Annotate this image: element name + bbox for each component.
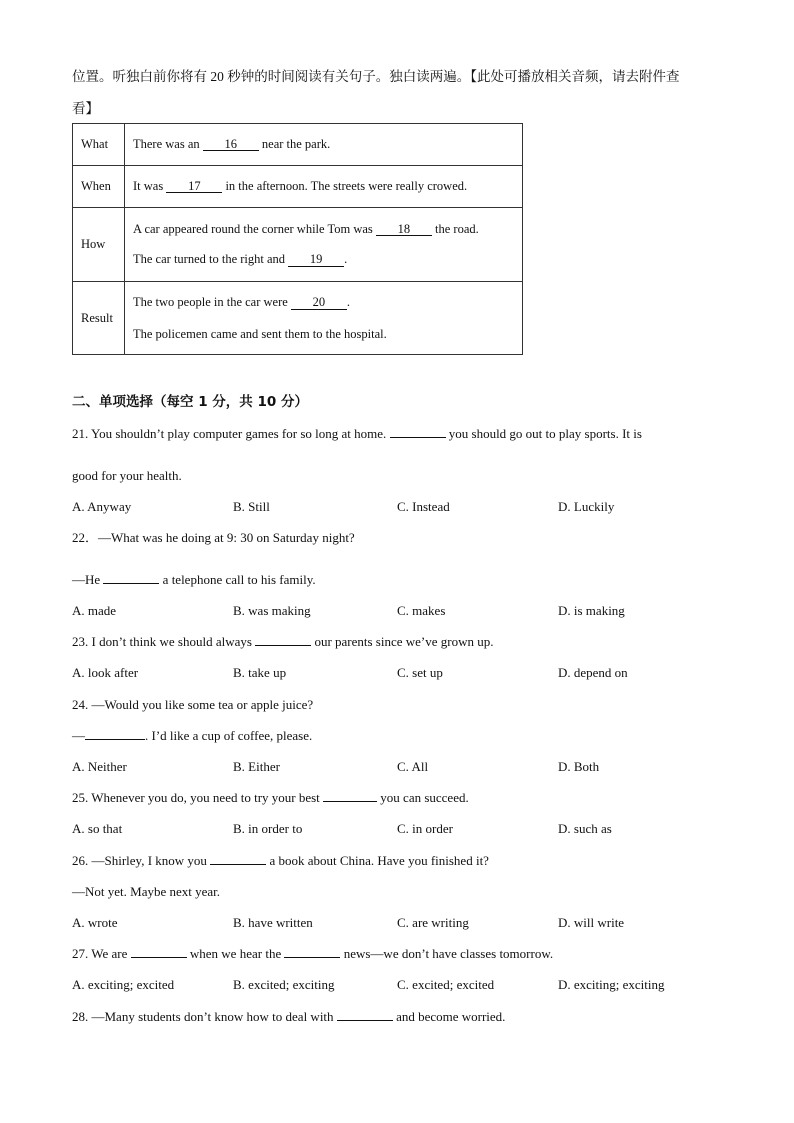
row-value — [125, 282, 523, 355]
text: . I’d like a cup of coffee, please. — [145, 728, 313, 743]
text: The car turned to the right and — [133, 252, 289, 266]
text: — — [72, 728, 85, 743]
answer-blank[interactable] — [103, 583, 159, 584]
question-24: 24. —Would you like some tea or apple juice? — [72, 697, 314, 712]
text: There was an — [133, 136, 203, 151]
text: a telephone call to his family. — [159, 572, 316, 587]
question-22: 22．—What was he doing at 9: 30 on Saturday night? — [72, 530, 355, 545]
text: —He — [72, 572, 104, 587]
answer-blank[interactable] — [284, 957, 340, 958]
question-24-answer-line — [72, 729, 312, 742]
answer-blank[interactable]: 16 — [203, 138, 259, 152]
answer-blank[interactable] — [255, 645, 311, 646]
question-25 — [72, 791, 469, 804]
option-a[interactable]: A. Neither — [72, 759, 127, 774]
option-d[interactable]: D. is making — [558, 603, 625, 618]
text: when we hear the — [186, 946, 285, 961]
option-a[interactable]: A. so that — [72, 821, 123, 836]
option-b[interactable]: B. was making — [233, 603, 311, 618]
text: 28. —Many students don’t know how to deal with — [72, 1009, 337, 1024]
answer-blank[interactable] — [131, 957, 187, 958]
option-a[interactable]: A. exciting; excited — [72, 977, 175, 992]
question-23 — [72, 635, 494, 648]
text: news—we don’t have classes tomorrow. — [340, 946, 554, 961]
intro-line-2: 看】 — [72, 101, 99, 116]
option-a[interactable]: A. made — [72, 603, 117, 618]
option-d[interactable]: D. will write — [558, 915, 625, 930]
question-21-continued: good for your health. — [72, 468, 182, 483]
answer-blank[interactable] — [337, 1020, 393, 1021]
answer-blank[interactable] — [323, 801, 377, 802]
text: a book about China. Have you finished it? — [266, 853, 489, 868]
row-value — [125, 208, 523, 282]
option-c[interactable]: C. are writing — [397, 915, 469, 930]
option-a[interactable]: A. wrote — [72, 915, 118, 930]
row-key: When — [73, 166, 125, 208]
text: 27. We are — [72, 946, 131, 961]
section-heading: 二、单项选择（每空 1 分，共 10 分） — [72, 394, 308, 410]
row-value — [125, 166, 523, 208]
answer-blank[interactable] — [390, 437, 446, 438]
text: in the afternoon. The streets were really crowed. — [222, 178, 468, 193]
question-26-reply: —Not yet. Maybe next year. — [72, 884, 221, 899]
option-c[interactable]: C. Instead — [397, 499, 450, 514]
answer-blank[interactable] — [210, 864, 266, 865]
option-c[interactable]: C. excited; excited — [397, 977, 495, 992]
text: near the park. — [258, 136, 331, 151]
option-c[interactable]: C. makes — [397, 603, 446, 618]
intro-line-1: 位置。听独白前你将有 20 秒钟的时间阅读有关句子。独白读两遍。【此处可播放相关音频，请去附件查 — [72, 69, 680, 84]
text: 23. I don’t think we should always — [72, 634, 256, 649]
option-b[interactable]: B. in order to — [233, 821, 303, 836]
text: and become worried. — [392, 1009, 506, 1024]
question-22-answer-line — [72, 573, 316, 586]
text: the road. — [431, 221, 479, 236]
text: you should go out to play sports. It is — [445, 426, 642, 441]
text: The policemen came and sent them to the hospital. — [133, 326, 387, 341]
text: 21. You shouldn’t play computer games for so long at home. — [72, 426, 390, 441]
answer-blank[interactable] — [85, 739, 145, 740]
option-c[interactable]: C. in order — [397, 821, 453, 836]
answer-blank[interactable]: 20 — [291, 296, 347, 310]
text: 25. Whenever you do, you need to try your best — [72, 790, 324, 805]
table-row — [73, 208, 523, 282]
answer-blank[interactable]: 19 — [288, 253, 344, 267]
row-key: Result — [73, 282, 125, 355]
question-27 — [72, 947, 553, 960]
option-a[interactable]: A. Anyway — [72, 499, 132, 514]
option-d[interactable]: D. Both — [558, 759, 600, 774]
question-26 — [72, 854, 489, 867]
text: A car appeared round the corner while Tom was — [133, 221, 376, 236]
answer-blank[interactable]: 18 — [376, 223, 432, 237]
table-row — [73, 124, 523, 166]
question-21 — [72, 427, 642, 440]
text: . — [344, 252, 348, 266]
table-row — [73, 166, 523, 208]
text: The two people in the car were — [133, 295, 291, 309]
listening-table — [72, 123, 523, 355]
option-b[interactable]: B. Either — [233, 759, 280, 774]
text: . — [346, 295, 351, 309]
text: It was — [133, 178, 167, 193]
option-d[interactable]: D. Luckily — [558, 499, 615, 514]
option-d[interactable]: D. exciting; exciting — [558, 977, 665, 992]
option-b[interactable]: B. take up — [233, 665, 287, 680]
option-b[interactable]: B. Still — [233, 499, 270, 514]
option-a[interactable]: A. look after — [72, 665, 139, 680]
text: our parents since we’ve grown up. — [311, 634, 494, 649]
option-b[interactable]: B. have written — [233, 915, 313, 930]
row-value — [125, 124, 523, 166]
text: you can succeed. — [377, 790, 469, 805]
question-28 — [72, 1010, 505, 1023]
option-c[interactable]: C. set up — [397, 665, 443, 680]
option-d[interactable]: D. such as — [558, 821, 612, 836]
row-key: How — [73, 208, 125, 282]
option-d[interactable]: D. depend on — [558, 665, 628, 680]
text: 26. —Shirley, I know you — [72, 853, 211, 868]
option-b[interactable]: B. excited; exciting — [233, 977, 335, 992]
answer-blank[interactable]: 17 — [166, 180, 222, 194]
table-row — [73, 282, 523, 355]
option-c[interactable]: C. All — [397, 759, 429, 774]
row-key: What — [73, 124, 125, 166]
